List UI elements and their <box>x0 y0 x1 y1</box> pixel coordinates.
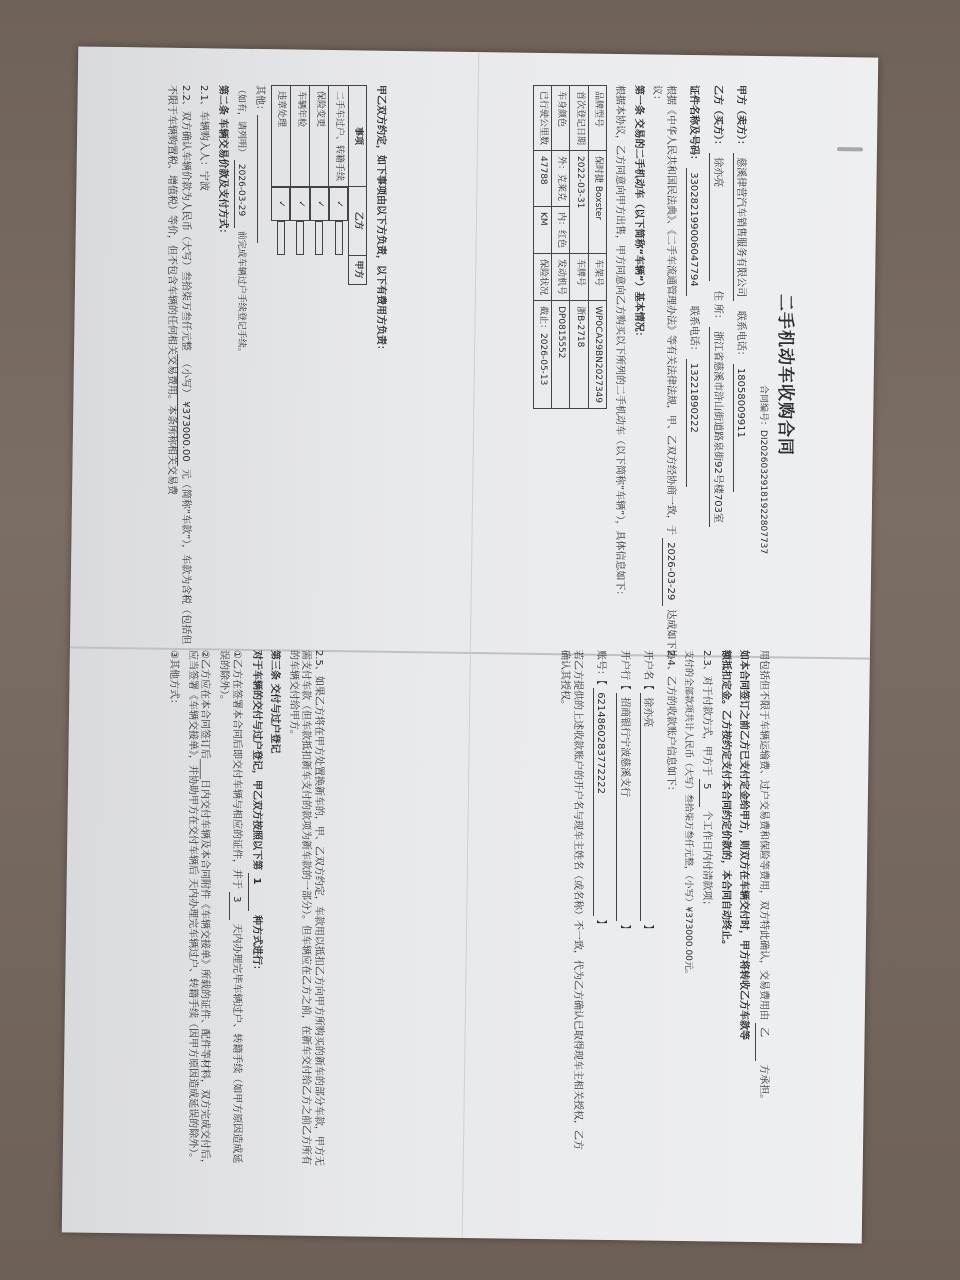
party-a-name: 慈溪律营汽车销售服务有限公司 <box>733 153 747 301</box>
id-row: 证件名称及号码： 330282199006047794 联系电话： 13221890222 <box>686 85 700 665</box>
table-row: 已行驶公里数 47788 KM 保险状况 截止：2026-05-13 <box>534 86 552 409</box>
table-row: 二手车过户、转籍手续 ✓ <box>329 86 349 285</box>
table-row: 首次登记日期 2022-03-31 车牌号 浙B-2718 <box>570 86 588 409</box>
table-row: 事项 乙方 甲方 <box>349 86 367 285</box>
other-row: 其他： <box>252 85 265 645</box>
article-2-1: 2.1、车辆购入人：宁波 <box>198 85 210 191</box>
contract-title: 二手机动车收购合同 <box>775 294 795 456</box>
delivery-block <box>161 650 330 1170</box>
article-3-title: 第三条 交付与过户登记 <box>269 650 281 754</box>
article-2-4: 2.4、乙方的收款账户信息如下： <box>664 650 676 796</box>
article-3-1: 对于车辆的交付与过户登记，甲乙双方按照以下第 1 种方式进行： <box>249 650 263 1170</box>
party-b-phone: 13221890222 <box>686 359 700 487</box>
article-2-3-sub: 支付的全部款项共计人民币（大写）叁拾柒万叁仟元整，（小写）¥373000.00元。 <box>683 650 693 979</box>
option-2: ②乙方应在本合同签订后____日内交付车辆及本合同附件《车辆交接单》所载的证件、配件等材料，双方完成交付后，应当签署《车辆交接单》，并协助甲方在交付车辆后 天内办理完车辆过户、转籍手续（因甲方原因造成延误的除外）。 <box>187 650 211 1169</box>
article-1-text: 根据本协议，乙方同意向甲方出售，甲方同意向乙方购买以下所列的二手机动车（以下简称“车辆”），具体信息如下： <box>614 85 626 601</box>
deposit-paragraph-2: 额抵扣定金。乙方按约定支付本合同约定价款的，本合同自动终止。 <box>720 650 731 950</box>
account-note: 若乙方提供的上述收款账户的开户名与现车主姓名（或名称）不一致，代为乙方确认已取得现车主相关授权，乙方确认其授权。 <box>559 650 583 1150</box>
party-b-name: 徐亦亮 <box>710 153 724 281</box>
option-3: ③其他方式： <box>168 650 180 709</box>
paper-fold <box>462 52 480 1238</box>
responsibility-intro: 甲乙双方约定，如下事项由以下方负责，以下有费用方负责： <box>375 85 386 355</box>
contract-header-block <box>527 85 795 665</box>
payment-block <box>552 650 775 1150</box>
party-b-address: 浙江省慈溪市浒山街道路泉街92号楼703室 <box>710 327 724 527</box>
article-1-title: 第一条 交易的二手机动车（以下简称“车辆”）基本情况： <box>633 85 644 342</box>
table-row: 违章处理 ✓ <box>271 86 290 285</box>
option-1: ①乙方在签署本合同后即交付车辆与相应的证件，并于 3 天内办理完毕车辆过户、转籍手续（如甲方原因造成延误的除外）。 <box>218 650 243 1164</box>
check-mark: ✓ <box>329 187 348 221</box>
fee-paragraph: 用包括但不限于车辆运输费、过户交易费和保险等费用，双方特此确认，交易费用由 乙 方承担。 <box>756 650 770 1150</box>
responsibility-table <box>271 85 368 285</box>
contract-number: 合同编号：DI20260329181922807737 <box>757 385 768 555</box>
deadline-row: （如有，请列明） 2026-03-29 前完成车辆过户手续登记手续。 <box>234 85 246 645</box>
account-name-row: 开户名【 徐亦亮 】 <box>640 650 654 1150</box>
account-number-row: 账号：【 6214860283772222 】 <box>593 650 607 1150</box>
article-2-3: 2.3、对于付款方式，甲方于 5 个工作日内付清款项； <box>699 650 713 1150</box>
article-2-title: 第二条 车辆交易价款及支付方式： <box>217 85 228 239</box>
party-a-phone: 18058009911 <box>733 364 747 492</box>
binding-mark <box>837 147 863 151</box>
responsibility-block <box>159 85 392 645</box>
check-mark: ✓ <box>291 187 310 221</box>
id-number: 330282199006047794 <box>686 168 700 296</box>
check-mark: ✓ <box>271 187 290 221</box>
article-2-2: 2.2、双方确认车辆价款为人民币（大写）叁拾柒万叁仟元整 （小写） ¥373000.00 元（简称“车款”），车款为含税（包括但不限于车辆购置税、增值税）等价，但不包含车辆的任何相关交易费用。本条所称相关交易费 <box>166 85 191 645</box>
deposit-paragraph: 如本合同签订之前乙方已支付定金给甲方，则双方在车辆交付时，甲方将转收乙方车款等 <box>738 650 750 1040</box>
bank-row: 开户行【 招商银行宁波慈溪支行 】 <box>616 650 630 1150</box>
table-row: 保险变更 ✓ <box>310 86 329 285</box>
vehicle-info-table <box>533 85 607 409</box>
party-b-row: 乙方（买方）： 徐亦亮 住 所： 浙江省慈溪市浒山街道路泉街92号楼703室 <box>710 85 724 665</box>
party-a-row: 甲方（卖方）： 慈溪律营汽车销售服务有限公司 联系电话： 18058009911 <box>733 85 747 665</box>
article-2-5: 2.5、如果乙方将在甲方处置换新车的，甲、乙双方约定，车款用以抵扣乙方向甲方所购买的新车的部分车款，甲方无需支付车款（但车款抵扣新车支付的款项为新车款的一部分）。但车辆应在乙方之前，在新车交付给乙方之前乙方所有的车辆交付给甲方。 <box>288 650 324 1166</box>
table-row: 车身颜色 外：克莱克 内：红色 发动机号 DP0815552 <box>552 86 570 409</box>
check-mark: ✓ <box>310 187 329 221</box>
table-row: 品牌型号 保时捷 Boxster 车架号 WP0CA29BN2027349 <box>588 86 606 409</box>
intro-paragraph: 根据《中华人民共和国民法典》、《二手车流通管理办法》等有关法律法规，甲、乙双方经协商一致，于 2026-03-29 达成如下协议： <box>651 85 676 660</box>
table-row: 车辆年检 ✓ <box>291 86 310 285</box>
